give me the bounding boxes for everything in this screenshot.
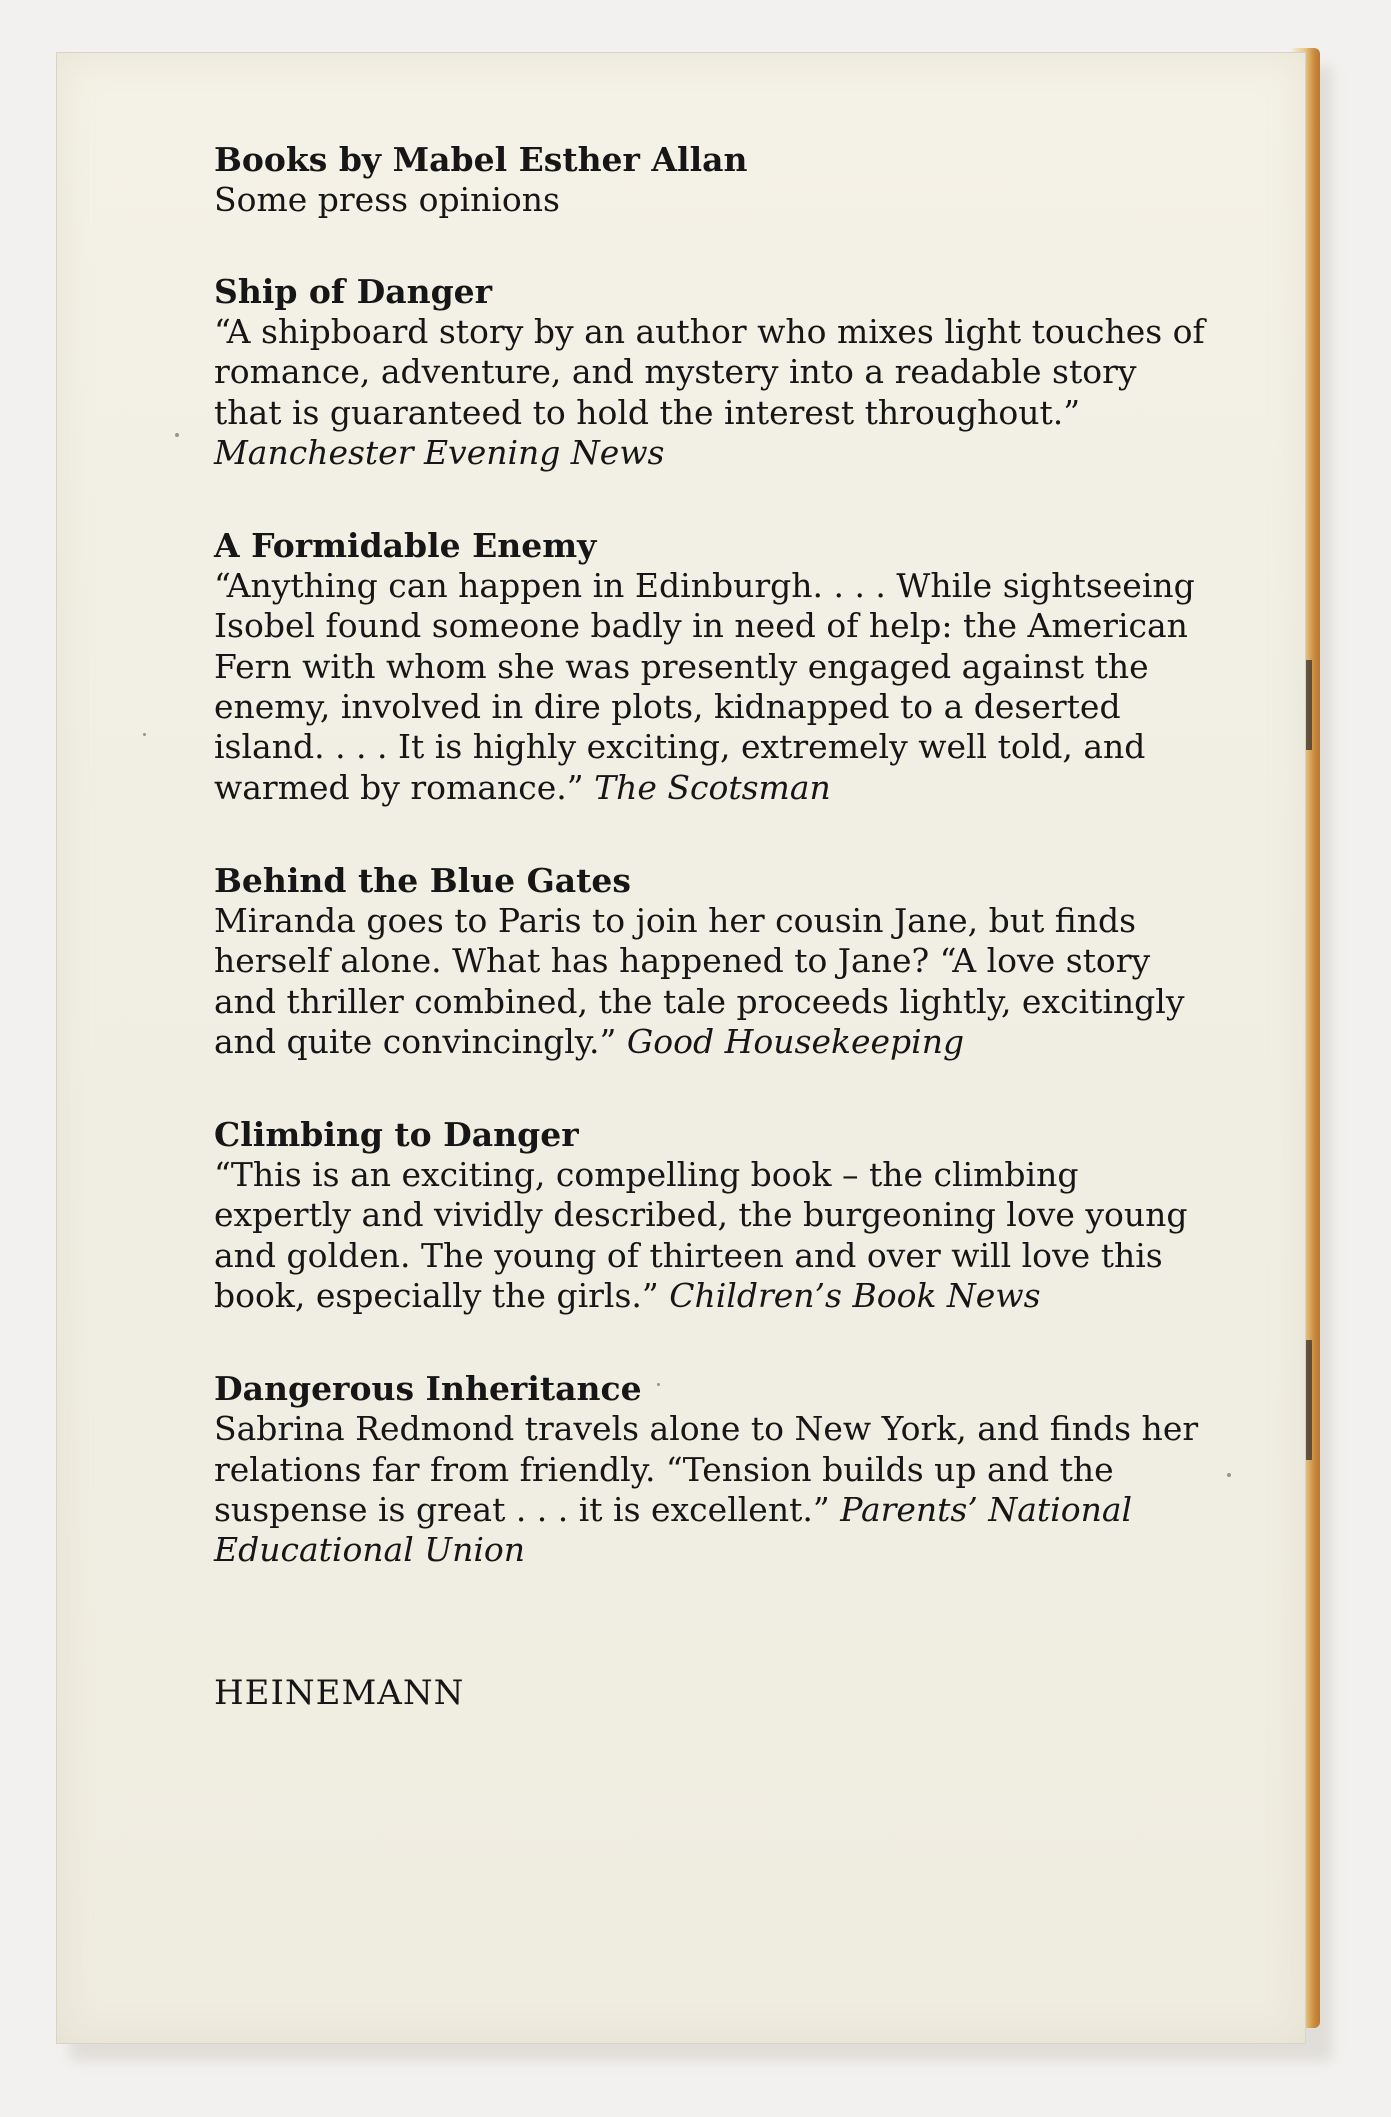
book-title: Ship of Danger [214,272,493,311]
blurb-text: Sabrina Redmond travels alone to New York, and finds her relations far from friendly. “Tension builds up and the suspense is great . . . it is excellent.” [214,1409,1199,1529]
speck [175,433,179,437]
publisher-name: HEINEMANN [214,1672,465,1713]
book-blurb [214,1155,1214,1316]
book-entry [214,526,1214,808]
book-blurb [214,1409,1214,1570]
book-entry [214,861,1214,1062]
review-source: Children’s Book News [669,1276,1041,1316]
review-source: Manchester Evening News [214,432,665,472]
book-blurb [214,312,1214,473]
review-source: The Scotsman [594,767,831,807]
speck [143,733,146,736]
book-blurb [214,566,1214,808]
book-entry [214,1369,1214,1570]
speck [1227,1473,1231,1477]
blurb-text: “This is an exciting, compelling book – the climbing expertly and vividly described, the burgeoning love young and golden. The young of thirteen and over will love this book, especially the girls.” [214,1155,1188,1316]
book-entry [214,1115,1214,1316]
review-source: Parents’ National Educational Union [214,1489,1133,1570]
page-subtitle: Some press opinions [214,180,560,219]
book-title: Dangerous Inheritance [214,1369,642,1409]
blurb-text: “A shipboard story by an author who mixes light touches of romance, adventure, and mystery into a readable story that is guaranteed to hold the interest throughout.” [214,312,1205,432]
book-entry [214,272,1214,473]
book-title: A Formidable Enemy [214,526,597,566]
press-opinions [214,140,1214,1713]
book-title: Behind the Blue Gates [214,860,631,900]
review-source: Good Housekeeping [626,1021,965,1061]
book-blurb [214,901,1214,1062]
book-title: Climbing to Danger [214,1115,579,1155]
blurb-text: “Anything can happen in Edinburgh. . . . While sightseeing Isobel found someone badly in need of help: the American Fern with whom she was presently engaged against the enemy, involved in dire plots, kidnapped to a deserted island. . . . It is highly exciting, extremely well told, and warmed by romance.” [214,566,1195,807]
page-title: Books by Mabel Esther Allan [214,140,748,179]
blurb-text: Miranda goes to Paris to join her cousin Jane, but finds herself alone. What has happened to Jane? “A love story and thriller combined, the tale proceeds lightly, excitingly and quite convincingly.” [214,900,1185,1061]
